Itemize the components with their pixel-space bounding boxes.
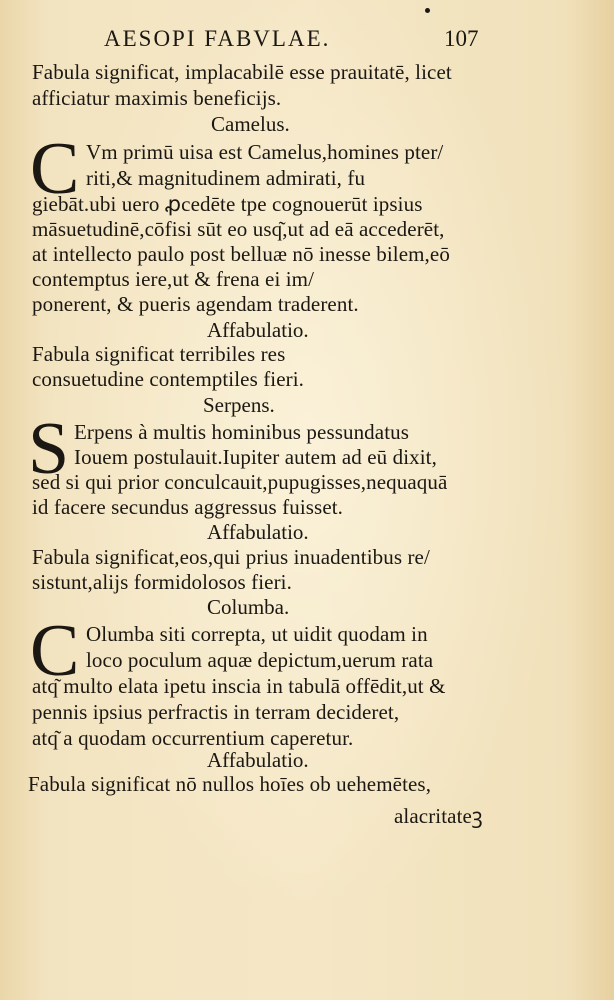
- section-title-affabulatio: Affabulatio.: [207, 520, 309, 544]
- text-line: Olumba siti correpta, ut uidit quodam in: [86, 622, 428, 646]
- text-line: loco poculum aquæ depictum,uerum rata: [86, 648, 434, 672]
- text-line: Fabula significat,eos,qui prius inuadentibus re/: [32, 545, 430, 569]
- section-title-affabulatio: Affabulatio.: [207, 748, 309, 772]
- ink-spot: [425, 8, 430, 13]
- text-line: id facere secundus aggressus fuisset.: [32, 495, 344, 519]
- initial-letter-c: C: [30, 610, 80, 692]
- text-line: Fabula significat terribiles res: [32, 342, 286, 366]
- text-line: atq͂ a quodam occurrentium caperetur.: [32, 726, 354, 750]
- section-title-serpens: Serpens.: [203, 393, 275, 417]
- moral-line-1: Fabula significat, implacabilē esse prauitatē, licet: [32, 60, 452, 84]
- text-line: giebāt.ubi uero ꝓcedēte tpe cognouerūt ipsius: [32, 192, 423, 216]
- text-line: sistunt,alijs formidolosos fieri.: [32, 570, 292, 594]
- text-line: contemptus iere,ut & frena ei im/: [32, 267, 315, 291]
- moral-line-2: afficiatur maximis beneficijs.: [32, 86, 282, 110]
- text-line: riti,& magnitudinem admirati, fu: [86, 166, 366, 190]
- section-title-affabulatio: Affabulatio.: [207, 318, 309, 342]
- initial-letter-c: C: [30, 128, 80, 210]
- section-title-columba: Columba.: [207, 595, 290, 619]
- initial-letter-s: S: [28, 408, 70, 490]
- running-title: AESOPI FABVLAE.: [104, 26, 331, 51]
- page-number: 107: [444, 26, 479, 51]
- text-line: Iouem postulauit.Iupiter autem ad eū dixit,: [74, 445, 437, 469]
- catchword: alacritateꝫ: [394, 804, 483, 828]
- text-line: pennis ipsius perfractis in terram decideret,: [32, 700, 400, 724]
- text-line: consuetudine contemptiles fieri.: [32, 367, 305, 391]
- text-line: sed si qui prior conculcauit,pupugisses,nequaquā: [32, 470, 448, 494]
- text-line: atq͂ multo elata ipetu inscia in tabulā offēdit,ut &: [32, 674, 446, 698]
- text-line: māsuetudinē,cōfisi sūt eo usq͂,ut ad eā accederēt,: [32, 217, 445, 241]
- text-line: ponerent, & pueris agendam traderent.: [32, 292, 359, 316]
- section-title-camelus: Camelus.: [211, 112, 290, 136]
- text-line: Fabula significat nō nullos hoīes ob uehemētes,: [28, 772, 432, 796]
- text-line: Erpens à multis hominibus pessundatus: [74, 420, 410, 444]
- text-line: Vm primū uisa est Camelus,homines pter/: [86, 140, 444, 164]
- text-line: at intellecto paulo post belluæ nō inesse bilem,eō: [32, 242, 450, 266]
